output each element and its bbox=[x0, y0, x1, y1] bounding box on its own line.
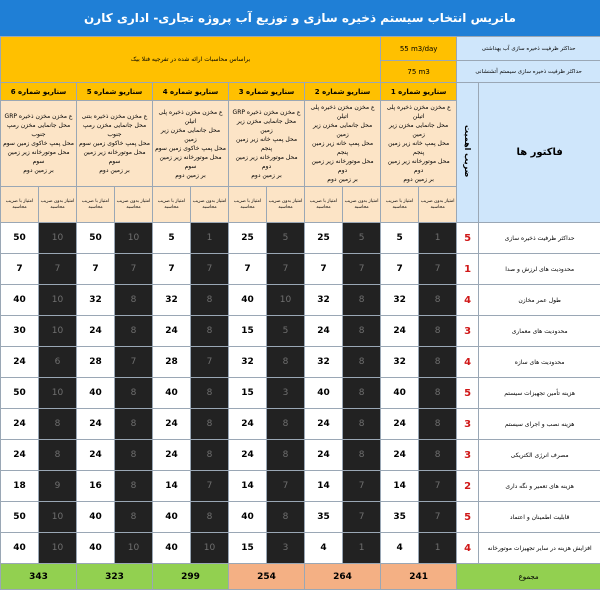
raw-score: 10 bbox=[39, 533, 77, 564]
raw-score: 7 bbox=[419, 502, 457, 533]
table-row bbox=[1, 316, 600, 347]
sum-label: مجموع bbox=[457, 564, 600, 590]
raw-score: 6 bbox=[39, 347, 77, 378]
table-row bbox=[1, 347, 600, 378]
raw-score: 7 bbox=[343, 502, 381, 533]
weighted-score: 24 bbox=[381, 316, 419, 347]
factors-title: فاکتور ها bbox=[479, 83, 600, 223]
weighted-score: 7 bbox=[381, 254, 419, 285]
sub-header-raw: امتیاز بدون ضریب محاسبه bbox=[39, 187, 77, 223]
scenario-header: سناریو شماره 5 bbox=[77, 83, 153, 101]
raw-score: 8 bbox=[267, 409, 305, 440]
scenario-header: سناریو شماره 1 bbox=[381, 83, 457, 101]
factor-label: افزایش هزینه در سایر تجهیزات موتورخانه bbox=[479, 533, 600, 564]
sub-header-weighted: امتیاز با ضریب محاسبه bbox=[153, 187, 191, 223]
weighted-score: 14 bbox=[305, 471, 343, 502]
weighted-score: 7 bbox=[77, 254, 115, 285]
raw-score: 8 bbox=[39, 440, 77, 471]
label-max-capacity: حداکثر ظرفیت ذخیره سازی آب بهداشتی bbox=[457, 37, 600, 61]
page-title: ماتریس انتخاب سیستم ذخیره سازی و توزیع آب پروژه تجاری- اداری کارن bbox=[0, 0, 600, 36]
weighted-score: 32 bbox=[381, 347, 419, 378]
factor-label: قابلیت اطمینان و اعتماد bbox=[479, 502, 600, 533]
sub-header-weighted: امتیاز با ضریب محاسبه bbox=[381, 187, 419, 223]
factor-label: محدودیت های لرزش و صدا bbox=[479, 254, 600, 285]
weighted-score: 24 bbox=[77, 316, 115, 347]
table-row bbox=[1, 378, 600, 409]
weighted-score: 24 bbox=[305, 409, 343, 440]
raw-score: 7 bbox=[343, 254, 381, 285]
raw-score: 8 bbox=[191, 502, 229, 533]
weighted-score: 40 bbox=[153, 502, 191, 533]
weighted-score: 35 bbox=[305, 502, 343, 533]
factor-label: طول عمر مخازن bbox=[479, 285, 600, 316]
weighted-score: 32 bbox=[153, 285, 191, 316]
weighted-score: 28 bbox=[153, 347, 191, 378]
sub-header-raw: امتیاز بدون ضریب محاسبه bbox=[115, 187, 153, 223]
weighted-score: 7 bbox=[305, 254, 343, 285]
raw-score: 8 bbox=[419, 347, 457, 378]
table-row bbox=[1, 285, 600, 316]
raw-score: 10 bbox=[267, 285, 305, 316]
factor-weight: 3 bbox=[457, 409, 479, 440]
scenario-header: سناریو شماره 3 bbox=[229, 83, 305, 101]
weighted-score: 40 bbox=[1, 533, 39, 564]
weighted-score: 24 bbox=[77, 440, 115, 471]
raw-score: 1 bbox=[191, 223, 229, 254]
raw-score: 7 bbox=[191, 254, 229, 285]
table-row bbox=[1, 409, 600, 440]
raw-score: 7 bbox=[39, 254, 77, 285]
raw-score: 8 bbox=[419, 378, 457, 409]
raw-score: 8 bbox=[419, 440, 457, 471]
weighted-score: 15 bbox=[229, 378, 267, 409]
weighted-score: 24 bbox=[305, 440, 343, 471]
total-score: 241 bbox=[381, 564, 457, 590]
factor-label: هزینه تأمین تجهیزات سیستم bbox=[479, 378, 600, 409]
weighted-score: 15 bbox=[229, 316, 267, 347]
weighted-score: 50 bbox=[1, 502, 39, 533]
weighted-score: 24 bbox=[381, 409, 419, 440]
raw-score: 8 bbox=[115, 378, 153, 409]
raw-score: 8 bbox=[115, 409, 153, 440]
raw-score: 8 bbox=[191, 409, 229, 440]
matrix-table bbox=[0, 36, 600, 590]
weighted-score: 40 bbox=[1, 285, 39, 316]
weighted-score: 4 bbox=[381, 533, 419, 564]
raw-score: 10 bbox=[115, 223, 153, 254]
weighted-score: 4 bbox=[305, 533, 343, 564]
weighted-score: 32 bbox=[77, 285, 115, 316]
raw-score: 9 bbox=[39, 471, 77, 502]
raw-score: 10 bbox=[39, 316, 77, 347]
raw-score: 8 bbox=[191, 440, 229, 471]
sub-header-raw: امتیاز بدون ضریب محاسبه bbox=[191, 187, 229, 223]
raw-score: 3 bbox=[267, 533, 305, 564]
scenario-description: ع مخزن مخزن ذخیره GRP محل جانمایی مخزن رمپ جنوب محل پمپ خاکوی زمین سوم محل موتورخانه زیر زمین سوم بر زمین دوم bbox=[1, 101, 77, 187]
weighted-score: 50 bbox=[1, 378, 39, 409]
raw-score: 10 bbox=[39, 285, 77, 316]
raw-score: 8 bbox=[419, 409, 457, 440]
weighted-score: 40 bbox=[305, 378, 343, 409]
sub-header-raw: امتیاز بدون ضریب محاسبه bbox=[267, 187, 305, 223]
factor-weight: 1 bbox=[457, 254, 479, 285]
weighted-score: 32 bbox=[305, 347, 343, 378]
weighted-score: 40 bbox=[153, 378, 191, 409]
raw-score: 8 bbox=[343, 409, 381, 440]
total-score: 343 bbox=[1, 564, 77, 590]
raw-score: 7 bbox=[343, 471, 381, 502]
raw-score: 1 bbox=[419, 223, 457, 254]
totals-row bbox=[1, 564, 600, 590]
weighted-score: 28 bbox=[77, 347, 115, 378]
total-score: 323 bbox=[77, 564, 153, 590]
scenario-description: ع مخزن مخزن ذخیره پلی اتیلن محل جانمایی مخزن زیر زمین محل پمپ خانه زیر زمین پنجم محل موتورخانه زیر زمین دوم بر زمین دوم bbox=[381, 101, 457, 187]
raw-score: 10 bbox=[39, 502, 77, 533]
factor-weight: 3 bbox=[457, 316, 479, 347]
weighted-score: 16 bbox=[77, 471, 115, 502]
raw-score: 7 bbox=[419, 254, 457, 285]
total-score: 254 bbox=[229, 564, 305, 590]
raw-score: 8 bbox=[115, 502, 153, 533]
weighted-score: 14 bbox=[229, 471, 267, 502]
scenario-description: ع مخزن مخزن ذخیره پلی اتیلن محل جانمایی مخزن زیر زمین محل پمپ خاکوی زمین سوم محل موتورخانه زیر زمین سوم بر زمین دوم bbox=[153, 101, 229, 187]
factor-weight: 5 bbox=[457, 502, 479, 533]
factor-label: محدودیت های معماری bbox=[479, 316, 600, 347]
sub-header-weighted: امتیاز با ضریب محاسبه bbox=[77, 187, 115, 223]
raw-score: 10 bbox=[191, 533, 229, 564]
weighted-score: 7 bbox=[229, 254, 267, 285]
raw-score: 8 bbox=[267, 502, 305, 533]
capacity-daily: 55 m3/day bbox=[381, 37, 457, 61]
raw-score: 8 bbox=[343, 440, 381, 471]
weighted-score: 40 bbox=[77, 378, 115, 409]
weighted-score: 50 bbox=[77, 223, 115, 254]
factor-label: مصرف انرژی الکتریکی bbox=[479, 440, 600, 471]
table-row bbox=[1, 254, 600, 285]
raw-score: 1 bbox=[343, 533, 381, 564]
scenario-header: سناریو شماره 4 bbox=[153, 83, 229, 101]
raw-score: 7 bbox=[191, 347, 229, 378]
weighted-score: 30 bbox=[1, 316, 39, 347]
table-row bbox=[1, 440, 600, 471]
weight-title: ضریب اهمیت bbox=[463, 125, 473, 178]
weighted-score: 24 bbox=[229, 409, 267, 440]
raw-score: 1 bbox=[419, 533, 457, 564]
raw-score: 8 bbox=[39, 409, 77, 440]
factor-weight: 5 bbox=[457, 223, 479, 254]
weighted-score: 32 bbox=[229, 347, 267, 378]
weighted-score: 40 bbox=[229, 502, 267, 533]
weighted-score: 24 bbox=[153, 440, 191, 471]
factor-label: حداکثر ظرفیت ذخیره سازی bbox=[479, 223, 600, 254]
weighted-score: 32 bbox=[381, 285, 419, 316]
raw-score: 8 bbox=[115, 440, 153, 471]
weighted-score: 24 bbox=[153, 316, 191, 347]
scenario-header: سناریو شماره 2 bbox=[305, 83, 381, 101]
weighted-score: 5 bbox=[381, 223, 419, 254]
weighted-score: 7 bbox=[153, 254, 191, 285]
weighted-score: 24 bbox=[1, 409, 39, 440]
weighted-score: 14 bbox=[381, 471, 419, 502]
sub-header-raw: امتیاز بدون ضریب محاسبه bbox=[419, 187, 457, 223]
factor-label: محدودیت های سازه bbox=[479, 347, 600, 378]
weighted-score: 15 bbox=[229, 533, 267, 564]
weighted-score: 40 bbox=[381, 378, 419, 409]
raw-score: 10 bbox=[115, 533, 153, 564]
total-score: 264 bbox=[305, 564, 381, 590]
weighted-score: 24 bbox=[1, 347, 39, 378]
raw-score: 7 bbox=[419, 471, 457, 502]
raw-score: 8 bbox=[191, 378, 229, 409]
weighted-score: 24 bbox=[305, 316, 343, 347]
factor-label: هزینه های تعمیر و نگه داری bbox=[479, 471, 600, 502]
raw-score: 8 bbox=[191, 316, 229, 347]
raw-score: 8 bbox=[419, 316, 457, 347]
sub-header-weighted: امتیاز با ضریب محاسبه bbox=[305, 187, 343, 223]
raw-score: 5 bbox=[267, 223, 305, 254]
weighted-score: 24 bbox=[153, 409, 191, 440]
raw-score: 8 bbox=[343, 285, 381, 316]
raw-score: 10 bbox=[39, 223, 77, 254]
raw-score: 8 bbox=[115, 285, 153, 316]
raw-score: 8 bbox=[267, 347, 305, 378]
factor-weight: 5 bbox=[457, 378, 479, 409]
factor-label: هزینه نصب و اجرای سیستم bbox=[479, 409, 600, 440]
raw-score: 8 bbox=[343, 378, 381, 409]
weighted-score: 40 bbox=[229, 285, 267, 316]
weighted-score: 35 bbox=[381, 502, 419, 533]
label-fire-capacity: حداکثر ظرفیت ذخیره سازی سیستم آتشنشانی bbox=[457, 61, 600, 83]
raw-score: 5 bbox=[343, 223, 381, 254]
weight-title-cell bbox=[457, 83, 479, 223]
scenario-description: ع مخزن مخزن ذخیره بتنی محل جانمایی مخزن رمپ جنوب محل پمپ خاکوی زمین سوم محل موتورخانه زیر زمین سوم بر زمین دوم bbox=[77, 101, 153, 187]
weighted-score: 25 bbox=[305, 223, 343, 254]
raw-score: 8 bbox=[343, 347, 381, 378]
weighted-score: 18 bbox=[1, 471, 39, 502]
capacity-tank: 75 m3 bbox=[381, 61, 457, 83]
weighted-score: 40 bbox=[77, 533, 115, 564]
weighted-score: 24 bbox=[229, 440, 267, 471]
raw-score: 7 bbox=[267, 254, 305, 285]
raw-score: 5 bbox=[267, 316, 305, 347]
factor-weight: 4 bbox=[457, 285, 479, 316]
raw-score: 8 bbox=[419, 285, 457, 316]
table-row bbox=[1, 502, 600, 533]
raw-score: 8 bbox=[115, 316, 153, 347]
table-row bbox=[1, 471, 600, 502]
factor-weight: 3 bbox=[457, 440, 479, 471]
raw-score: 8 bbox=[191, 285, 229, 316]
factor-weight: 4 bbox=[457, 347, 479, 378]
sub-header-weighted: امتیاز با ضریب محاسبه bbox=[229, 187, 267, 223]
raw-score: 8 bbox=[115, 471, 153, 502]
raw-score: 7 bbox=[267, 471, 305, 502]
weighted-score: 5 bbox=[153, 223, 191, 254]
raw-score: 10 bbox=[39, 378, 77, 409]
factor-weight: 2 bbox=[457, 471, 479, 502]
raw-score: 7 bbox=[115, 347, 153, 378]
weighted-score: 32 bbox=[305, 285, 343, 316]
table-row bbox=[1, 223, 600, 254]
weighted-score: 40 bbox=[153, 533, 191, 564]
weighted-score: 25 bbox=[229, 223, 267, 254]
scenario-description: ع مخزن مخزن ذخیره پلی اتیلن محل جانمایی مخزن زیر زمین محل پمپ خانه زیر زمین پنجم محل موتورخانه زیر زمین دوم بر زمین دوم bbox=[305, 101, 381, 187]
raw-score: 7 bbox=[191, 471, 229, 502]
raw-score: 3 bbox=[267, 378, 305, 409]
basis-note: براساس محاسبات ارائه شده در تفرجیه فنلا بیک bbox=[1, 37, 381, 83]
scenario-description: ع مخزن مخزن ذخیره GRP محل جانمایی مخزن زیر زمین محل پمپ خانه زیر زمین پنجم محل موتورخانه زیر زمین دوم بر زمین دوم bbox=[229, 101, 305, 187]
raw-score: 8 bbox=[343, 316, 381, 347]
factor-weight: 4 bbox=[457, 533, 479, 564]
raw-score: 8 bbox=[267, 440, 305, 471]
table-row bbox=[1, 533, 600, 564]
weighted-score: 50 bbox=[1, 223, 39, 254]
weighted-score: 7 bbox=[1, 254, 39, 285]
scenario-header: سناریو شماره 6 bbox=[1, 83, 77, 101]
weighted-score: 14 bbox=[153, 471, 191, 502]
weighted-score: 40 bbox=[77, 502, 115, 533]
total-score: 299 bbox=[153, 564, 229, 590]
raw-score: 7 bbox=[115, 254, 153, 285]
weighted-score: 24 bbox=[1, 440, 39, 471]
weighted-score: 24 bbox=[77, 409, 115, 440]
sub-header-weighted: امتیاز با ضریب محاسبه bbox=[1, 187, 39, 223]
sub-header-raw: امتیاز بدون ضریب محاسبه bbox=[343, 187, 381, 223]
weighted-score: 24 bbox=[381, 440, 419, 471]
